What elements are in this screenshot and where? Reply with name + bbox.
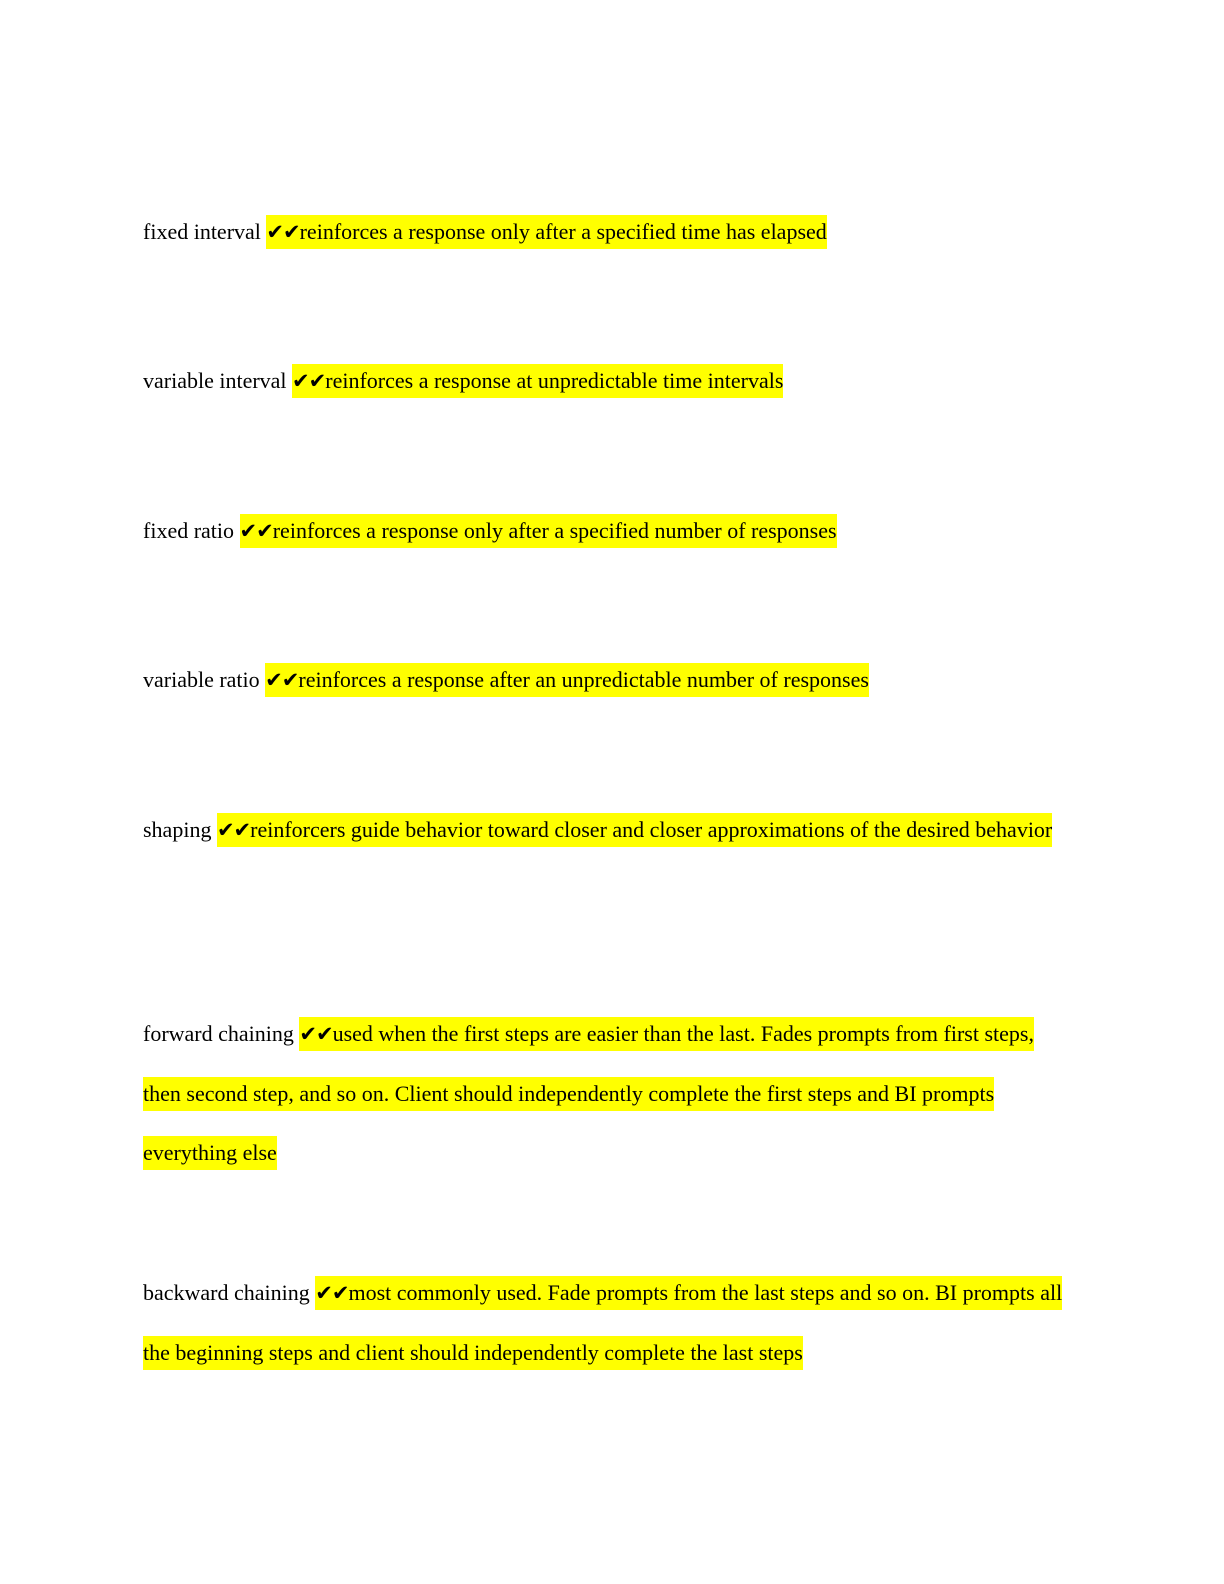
definition-highlight [292, 364, 783, 398]
definition-text: reinforces a response after an unpredictable number of responses [298, 667, 869, 692]
double-check-icon: ✔✔ [265, 668, 299, 692]
term-text: fixed ratio [143, 518, 235, 543]
double-check-icon: ✔✔ [292, 369, 326, 393]
double-check-icon: ✔✔ [216, 818, 251, 842]
entry-fixed-ratio [143, 501, 1063, 561]
term-text: fixed interval [143, 219, 261, 244]
entry-variable-ratio [143, 650, 1063, 710]
definition-text: most commonly used. Fade prompts from the last steps and so on. BI prompts all the beginning steps and client should independently complete the last steps [143, 1280, 1063, 1365]
entry-shaping [143, 800, 1063, 860]
definition-text: reinforces a response only after a specified time has elapsed [299, 219, 827, 244]
double-check-icon: ✔✔ [315, 1281, 349, 1305]
definition-text: reinforces a response only after a specified number of responses [272, 518, 837, 543]
entry-backward-chaining [143, 1263, 1063, 1382]
term-text: forward chaining [143, 1021, 294, 1046]
term-text: variable interval [143, 368, 287, 393]
term-text: variable ratio [143, 667, 260, 692]
term-text: backward chaining [143, 1280, 310, 1305]
double-check-icon: ✔✔ [239, 519, 273, 543]
double-check-icon: ✔✔ [266, 220, 300, 244]
definition-text: used when the first steps are easier than the last. Fades prompts from first steps, then second step, and so on. Client should independently complete the first steps and BI prompts everything else [143, 1021, 1034, 1165]
entry-fixed-interval [143, 202, 1063, 262]
definition-highlight [266, 215, 826, 249]
definition-text: reinforces a response at unpredictable time intervals [325, 368, 784, 393]
term-text: shaping [143, 817, 212, 842]
definition-highlight [217, 813, 1052, 847]
definition-highlight [240, 514, 837, 548]
definition-highlight [265, 663, 869, 697]
entry-forward-chaining [143, 1004, 1063, 1182]
definition-text: reinforcers guide behavior toward closer and closer approximations of the desired behavior [250, 817, 1053, 842]
entry-variable-interval [143, 351, 1063, 411]
double-check-icon: ✔✔ [299, 1022, 333, 1046]
